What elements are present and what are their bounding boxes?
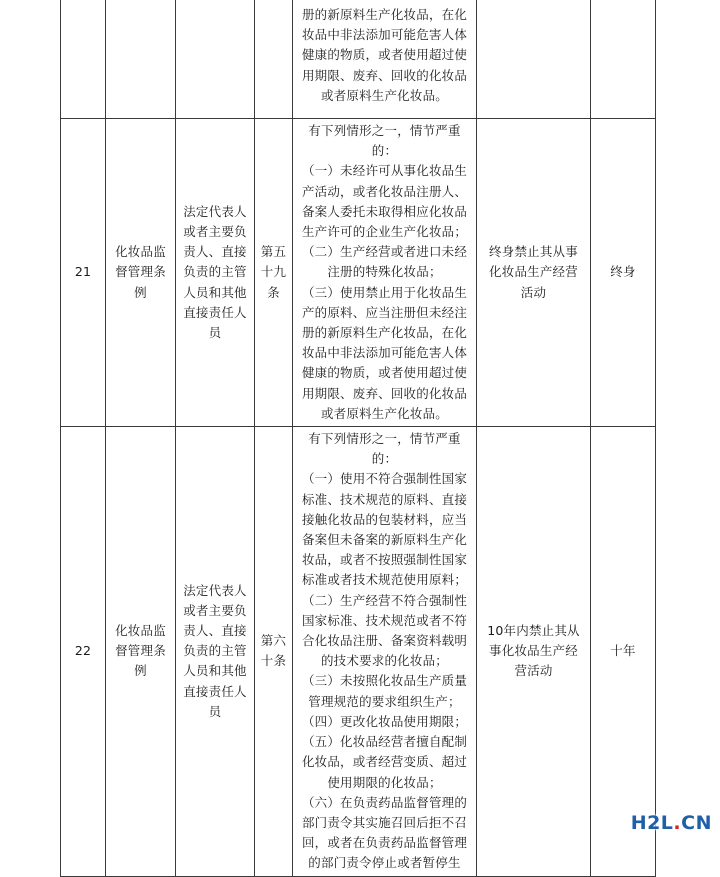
situation-line: 健康的物质，或者使用超过使 bbox=[301, 47, 468, 63]
situation-line: （六）在负责药品监督管理的 bbox=[301, 794, 468, 810]
situation-line: 的： bbox=[371, 451, 398, 467]
cell-number bbox=[61, 119, 106, 427]
situation-line: 备案人委托未取得相应化妆品 bbox=[301, 203, 468, 219]
cell-situation bbox=[293, 427, 477, 876]
cell-number bbox=[61, 427, 106, 876]
situation-line: 用期限、废弃、回收的化妆品 bbox=[301, 385, 468, 401]
persons-line: 法定代表人 bbox=[183, 582, 247, 598]
persons-line: 员 bbox=[208, 703, 222, 719]
situation-line: 健康的物质，或者使用超过使 bbox=[301, 365, 468, 381]
persons-line: 负责的主管 bbox=[183, 264, 247, 280]
article-line: 第五 bbox=[260, 244, 287, 260]
regulation-line: 督管理条 bbox=[115, 643, 166, 659]
situation-line: 有下列情形之一，情节严重 bbox=[308, 123, 461, 138]
situation-line: （二）生产经营不符合强制性 bbox=[301, 592, 468, 608]
situation-line: （一）使用不符合强制性国家 bbox=[301, 471, 468, 487]
cell-regulation bbox=[106, 119, 176, 427]
cell-situation bbox=[293, 0, 477, 119]
site-watermark: H2L.CN bbox=[630, 812, 712, 834]
duration-value: 终身 bbox=[610, 264, 636, 280]
situation-line: 生产许可的企业生产化妆品； bbox=[301, 224, 468, 240]
situation-line: 妆品，或者不按照强制性国家 bbox=[301, 552, 468, 568]
persons-line: 法定代表人 bbox=[183, 203, 247, 219]
ban-line: 10年内禁止其从 bbox=[487, 622, 580, 638]
situation-line: 产的原料、应当注册但未经注 bbox=[301, 304, 468, 320]
article-line: 十条 bbox=[260, 653, 287, 669]
ban-line: 活动 bbox=[520, 284, 547, 300]
persons-line: 责人、直接 bbox=[183, 622, 247, 638]
situation-line: 用期限、废弃、回收的化妆品 bbox=[301, 67, 468, 83]
row-number: 22 bbox=[74, 643, 92, 659]
cell-number bbox=[61, 0, 106, 119]
regulation-line: 督管理条 bbox=[115, 264, 166, 280]
cell-duration bbox=[591, 119, 656, 427]
persons-line: 负责的主管 bbox=[183, 643, 247, 659]
situation-line: 使用期限的化妆品； bbox=[327, 774, 442, 790]
article-line: 条 bbox=[267, 284, 280, 300]
cell-duration bbox=[591, 427, 656, 876]
situation-line: （三）使用禁止用于化妆品生 bbox=[301, 284, 468, 300]
persons-line: 人员和其他 bbox=[183, 284, 247, 300]
situation-line: 标准或者技术规范使用原料； bbox=[301, 572, 468, 588]
regulation-line: 例 bbox=[134, 663, 147, 679]
cell-article bbox=[255, 427, 293, 876]
article-line: 第六 bbox=[260, 633, 287, 649]
situation-line: 注册的特殊化妆品； bbox=[327, 264, 442, 280]
situation-line: 妆品中非法添加可能危害人体 bbox=[301, 345, 468, 361]
persons-line: 人员和其他 bbox=[183, 663, 247, 679]
situation-line: （五）化妆品经营者擅自配制 bbox=[301, 734, 468, 750]
article-line: 十九 bbox=[260, 264, 287, 280]
cell-ban bbox=[477, 119, 591, 427]
persons-line: 责人、直接 bbox=[183, 244, 247, 260]
cell-persons bbox=[176, 427, 255, 876]
table-row bbox=[61, 0, 656, 119]
situation-line: 产活动，或者化妆品注册人、 bbox=[301, 183, 468, 199]
cell-duration bbox=[591, 0, 656, 119]
persons-line: 或者主要负 bbox=[183, 602, 247, 618]
situation-line: 或者原料生产化妆品。 bbox=[320, 87, 448, 103]
situation-line: （一）未经许可从事化妆品生 bbox=[301, 163, 468, 179]
cell-ban bbox=[477, 0, 591, 119]
persons-line: 直接责任人 bbox=[183, 683, 247, 699]
situation-line: 备案但未备案的新原料生产化 bbox=[301, 532, 468, 548]
persons-line: 员 bbox=[208, 325, 222, 341]
situation-line: 或者原料生产化妆品。 bbox=[320, 405, 448, 421]
situation-line: 管理规范的要求组织生产； bbox=[308, 693, 461, 709]
situation-line: 回，或者在负责药品监督管理 bbox=[301, 835, 468, 851]
situation-line: 的部门责令停止或者暂停生 bbox=[308, 855, 461, 871]
cell-persons bbox=[176, 0, 255, 119]
situation-line: 妆品中非法添加可能危害人体 bbox=[301, 27, 468, 43]
regulation-line: 例 bbox=[134, 284, 147, 300]
ban-line: 终身禁止其从事 bbox=[489, 244, 578, 260]
situation-line: 的技术要求的化妆品； bbox=[320, 653, 448, 669]
cell-ban bbox=[477, 427, 591, 876]
ban-line: 化妆品生产经营 bbox=[489, 264, 578, 280]
situation-line: 有下列情形之一，情节严重 bbox=[308, 431, 461, 447]
situation-line: 册的新原料生产化妆品，在化 bbox=[301, 7, 468, 22]
cell-regulation bbox=[106, 427, 176, 876]
situation-line: （三）未按照化妆品生产质量 bbox=[301, 673, 468, 689]
situation-line: 化妆品，或者经营变质、超过 bbox=[301, 754, 468, 770]
table-row bbox=[61, 119, 656, 427]
persons-line: 或者主要负 bbox=[183, 224, 247, 240]
cell-article bbox=[255, 119, 293, 427]
persons-line: 直接责任人 bbox=[183, 304, 247, 320]
situation-line: 部门责令其实施召回后拒不召 bbox=[301, 814, 468, 830]
situation-line: 国家标准、技术规范或者不符 bbox=[301, 612, 468, 628]
cell-persons bbox=[176, 119, 255, 427]
situation-line: 接触化妆品的包装材料，应当 bbox=[301, 511, 468, 527]
cell-regulation bbox=[106, 0, 176, 119]
regulation-line: 化妆品监 bbox=[115, 244, 166, 260]
situation-line: （二）生产经营或者进口未经 bbox=[301, 244, 468, 260]
ban-line: 事化妆品生产经 bbox=[489, 643, 578, 659]
situation-line: 的： bbox=[371, 143, 398, 159]
cell-article bbox=[255, 0, 293, 119]
ban-line: 营活动 bbox=[514, 663, 553, 679]
cell-situation bbox=[293, 119, 477, 427]
row-number: 21 bbox=[74, 264, 92, 280]
duration-value: 十年 bbox=[610, 643, 636, 659]
table-row bbox=[61, 427, 656, 876]
regulation-line: 化妆品监 bbox=[115, 622, 166, 638]
situation-line: （四）更改化妆品使用期限； bbox=[301, 713, 468, 729]
situation-line: 标准、技术规范的原料、直接 bbox=[301, 491, 468, 507]
situation-line: 册的新原料生产化妆品，在化 bbox=[301, 325, 468, 341]
penalty-table bbox=[60, 0, 656, 877]
situation-line: 合化妆品注册、备案资料载明 bbox=[301, 633, 468, 649]
